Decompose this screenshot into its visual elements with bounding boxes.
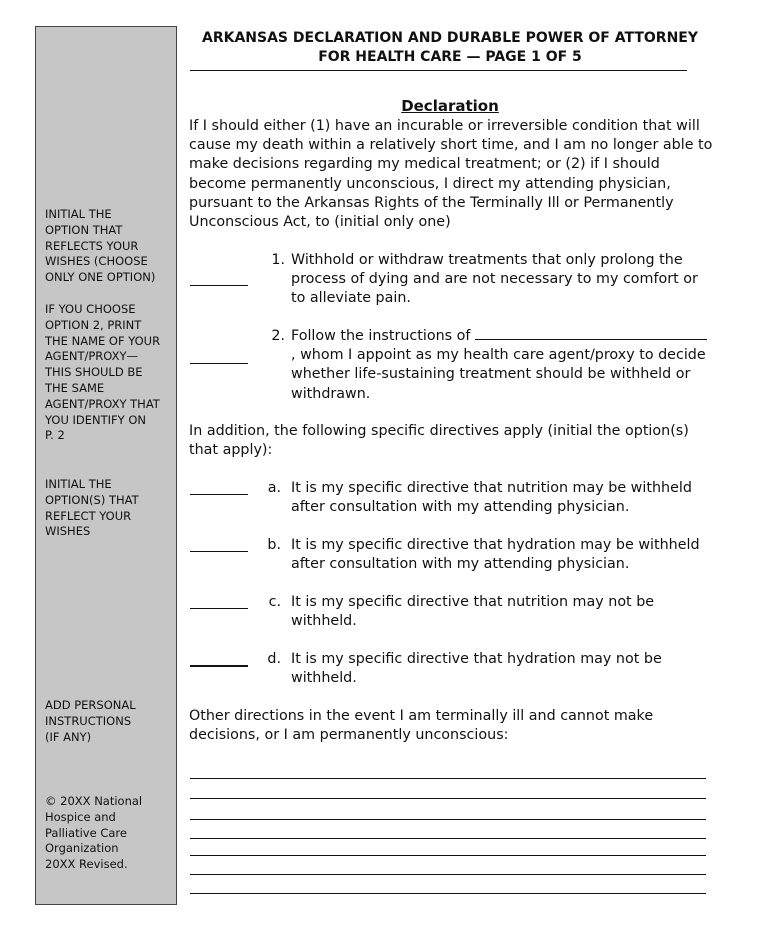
- option-1-text: Withhold or withdraw treatments that only prolong the process of dying and are not necessary to my comfort or to alleviate pain.: [291, 252, 698, 307]
- writing-line[interactable]: [190, 798, 706, 799]
- sidebar-note-initial-options: INITIAL THE OPTION(S) THAT REFLECT YOUR WISHES: [45, 477, 139, 539]
- option-2-number: 2.: [271, 328, 285, 344]
- option-1-number: 1.: [271, 252, 285, 268]
- declaration-heading: Declaration: [401, 97, 499, 115]
- directive-b-letter: b.: [267, 537, 281, 553]
- directive-a-text: It is my specific directive that nutrition may be withheld after consultation with my attending physician.: [291, 480, 692, 516]
- initial-blank-option-2[interactable]: [190, 363, 248, 364]
- initial-blank-option-1[interactable]: [190, 285, 248, 286]
- sidebar-note-personal-instructions: ADD PERSONAL INSTRUCTIONS (IF ANY): [45, 698, 136, 744]
- sidebar-panel: [35, 26, 177, 905]
- directive-a-letter: a.: [267, 480, 281, 496]
- title-divider: [190, 70, 687, 71]
- initial-blank-directive-a[interactable]: [190, 494, 248, 495]
- directive-c-letter: c.: [268, 594, 281, 610]
- declaration-intro: If I should either (1) have an incurable or irreversible condition that will cause my death within a relatively short time, and I am no longer able to make decisions regarding my medical treatment; or (2) if I should become permanently unconscious, I direct my attending physician, pursuant to the Arkansas Rights of the Terminally Ill or Permanently Unconscious Act, to (initial only one): [189, 118, 713, 231]
- initial-blank-directive-b[interactable]: [190, 551, 248, 552]
- initial-blank-directive-d[interactable]: [190, 665, 248, 667]
- writing-line[interactable]: [190, 874, 706, 875]
- directive-d-text: It is my specific directive that hydration may not be withheld.: [291, 651, 662, 687]
- directive-b-text: It is my specific directive that hydration may be withheld after consultation with my attending physician.: [291, 537, 700, 573]
- option-2-text: [291, 327, 711, 404]
- agent-name-blank[interactable]: [475, 327, 707, 340]
- directive-d-letter: d.: [267, 651, 281, 667]
- writing-line[interactable]: [190, 855, 706, 856]
- option-2-text-before: Follow the instructions of: [291, 328, 475, 344]
- option-2-text-after: , whom I appoint as my health care agent/proxy to decide whether life-sustaining treatment should be withheld or withdrawn.: [291, 347, 706, 402]
- initial-blank-directive-c[interactable]: [190, 608, 248, 609]
- writing-line[interactable]: [190, 893, 706, 894]
- sidebar-note-initial-option: INITIAL THE OPTION THAT REFLECTS YOUR WISHES (CHOOSE ONLY ONE OPTION): [45, 207, 156, 285]
- other-directions-text: Other directions in the event I am terminally ill and cannot make decisions, or I am permanently unconscious:: [189, 708, 654, 744]
- page-title-line-1: ARKANSAS DECLARATION AND DURABLE POWER OF ATTORNEY: [202, 30, 698, 46]
- page-title-line-2: FOR HEALTH CARE — PAGE 1 OF 5: [318, 49, 582, 65]
- directive-c-text: It is my specific directive that nutrition may not be withheld.: [291, 594, 655, 630]
- writing-line[interactable]: [190, 778, 706, 779]
- sidebar-note-option-2: IF YOU CHOOSE OPTION 2, PRINT THE NAME OF YOUR AGENT/PROXY— THIS SHOULD BE THE SAME AGENT/PROXY THAT YOU IDENTIFY ON P. 2: [45, 302, 161, 443]
- writing-line[interactable]: [190, 819, 706, 820]
- sidebar-copyright: © 20XX National Hospice and Palliative Care Organization 20XX Revised.: [45, 794, 143, 872]
- additional-directives-intro: In addition, the following specific directives apply (initial the option(s) that apply):: [189, 423, 689, 459]
- writing-line[interactable]: [190, 838, 706, 839]
